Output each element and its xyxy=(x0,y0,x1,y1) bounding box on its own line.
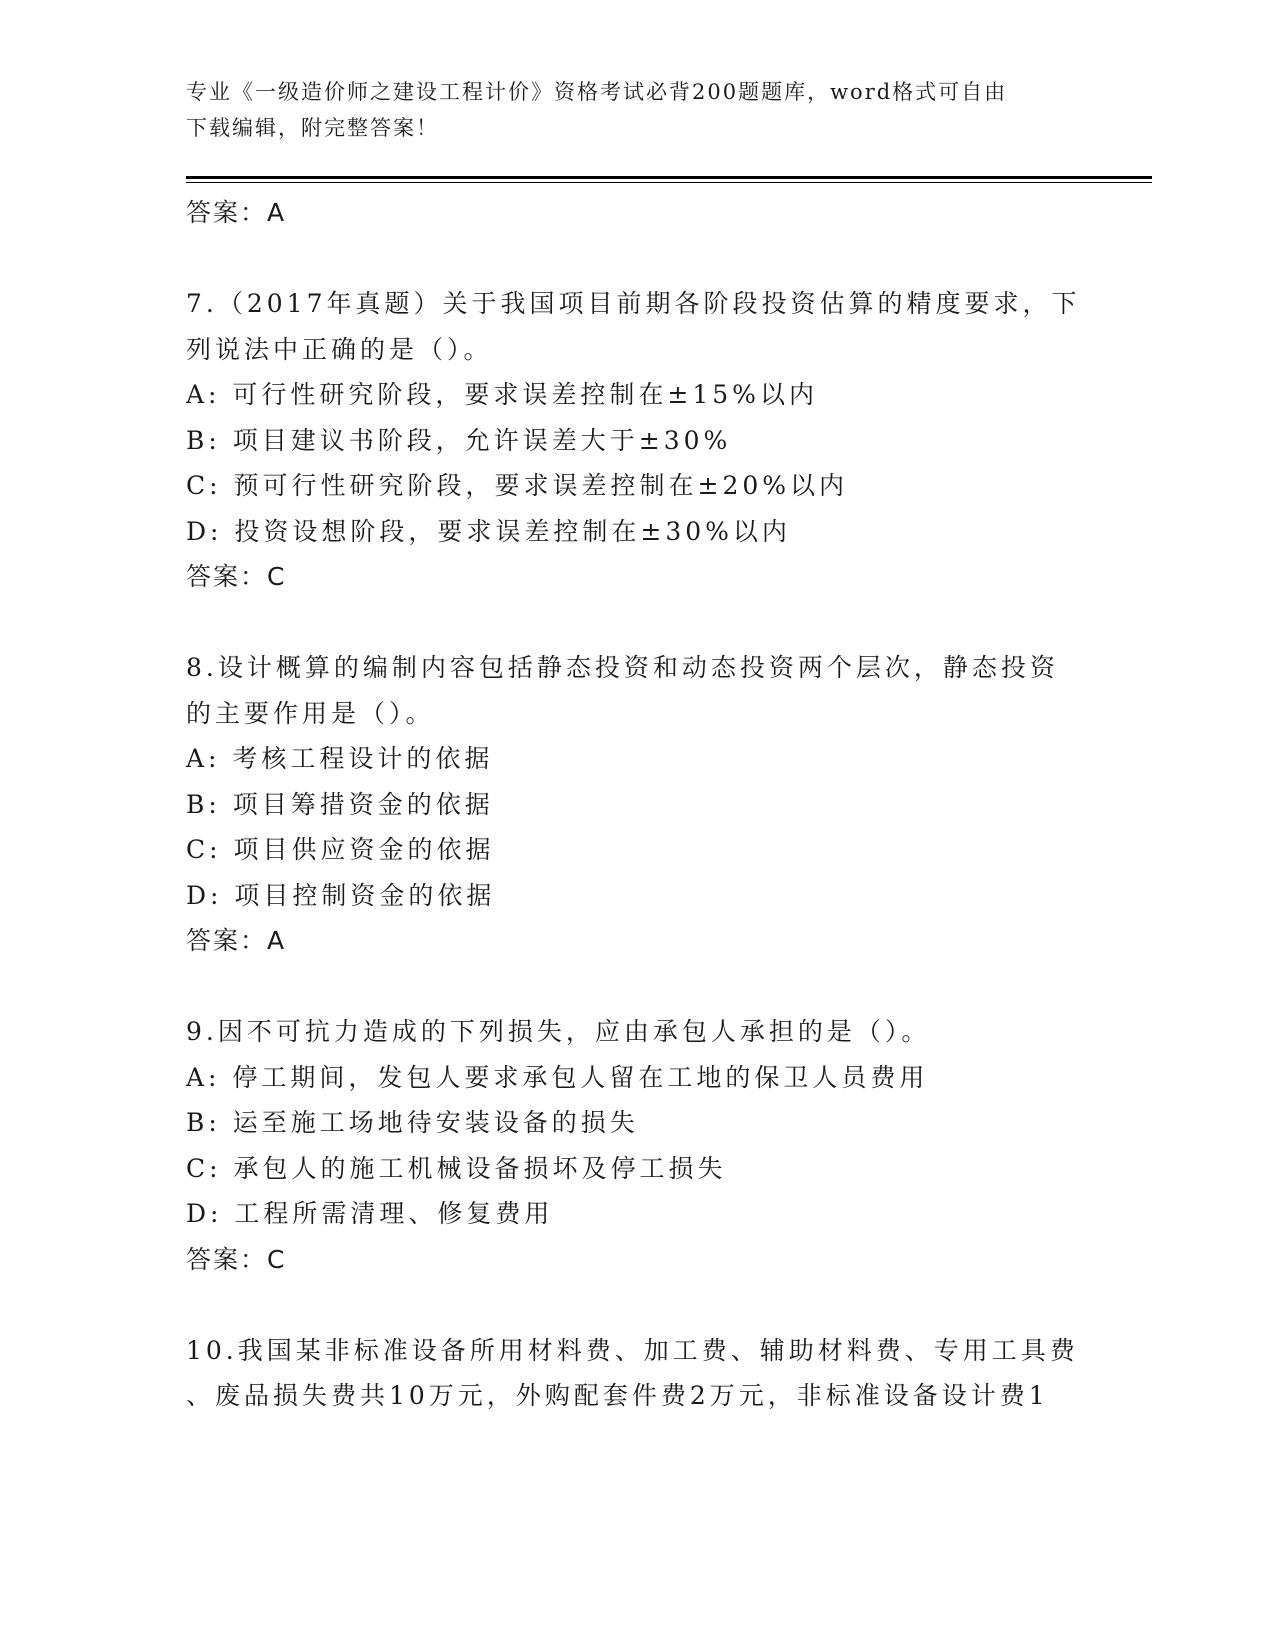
header-line-2: 下载编辑，附完整答案！ xyxy=(186,116,439,140)
option-c: C: 预可行性研究阶段，要求误差控制在±20%以内 xyxy=(186,471,849,500)
answer-line: 答案：C xyxy=(186,1244,287,1274)
option-b: B: 项目筹措资金的依据 xyxy=(186,789,494,819)
question-stem: 8.设计概算的编制内容包括静态投资和动态投资两个层次，静态投资 xyxy=(186,653,1059,682)
option-d: D: 工程所需清理、修复费用 xyxy=(186,1199,554,1228)
option-b: B: 运至施工场地待安装设备的损失 xyxy=(186,1108,639,1137)
question-block xyxy=(186,645,1086,964)
answer-line: 答案：A xyxy=(186,198,287,227)
option-d: D: 项目控制资金的依据 xyxy=(186,880,496,910)
question-block xyxy=(186,281,1086,600)
spacer xyxy=(186,1282,1086,1328)
option-a: A: 可行性研究阶段，要求误差控制在±15%以内 xyxy=(186,380,818,409)
spacer xyxy=(186,600,1086,646)
document-body xyxy=(186,190,1086,1419)
option-a: A: 停工期间，发包人要求承包人留在工地的保卫人员费用 xyxy=(186,1062,929,1092)
option-b: B: 项目建议书阶段，允许误差大于±30% xyxy=(186,425,732,455)
question-stem: 、废品损失费共10万元，外购配套件费2万元，非标准设备设计费1 xyxy=(186,1381,1049,1410)
question-stem: 列说法中正确的是（）。 xyxy=(186,334,493,364)
option-c: C: 承包人的施工机械设备损坏及停工损失 xyxy=(186,1153,727,1183)
question-block xyxy=(186,1328,1086,1419)
spacer xyxy=(186,236,1086,282)
option-d: D: 投资设想阶段，要求误差控制在±30%以内 xyxy=(186,516,791,546)
header-divider-thin xyxy=(186,182,1152,183)
question-block xyxy=(186,1009,1086,1282)
header-divider-thick xyxy=(186,176,1152,179)
header-line-1: 专业《一级造价师之建设工程计价》资格考试必背200题题库，word格式可自由 xyxy=(186,80,1008,104)
question-stem: 的主要作用是（）。 xyxy=(186,698,435,728)
question-stem: 7.（2017年真题）关于我国项目前期各阶段投资估算的精度要求，下 xyxy=(186,289,1081,318)
spacer xyxy=(186,964,1086,1010)
option-c: C: 项目供应资金的依据 xyxy=(186,835,495,864)
answer-line: 答案：A xyxy=(186,926,287,955)
question-stem: 9.因不可抗力造成的下列损失，应由承包人承担的是（）。 xyxy=(186,1017,931,1046)
answer-line: 答案：C xyxy=(186,562,287,591)
page-header xyxy=(186,74,1066,146)
question-stem: 10.我国某非标准设备所用材料费、加工费、辅助材料费、专用工具费 xyxy=(186,1335,1079,1365)
option-a: A: 考核工程设计的依据 xyxy=(186,744,494,773)
